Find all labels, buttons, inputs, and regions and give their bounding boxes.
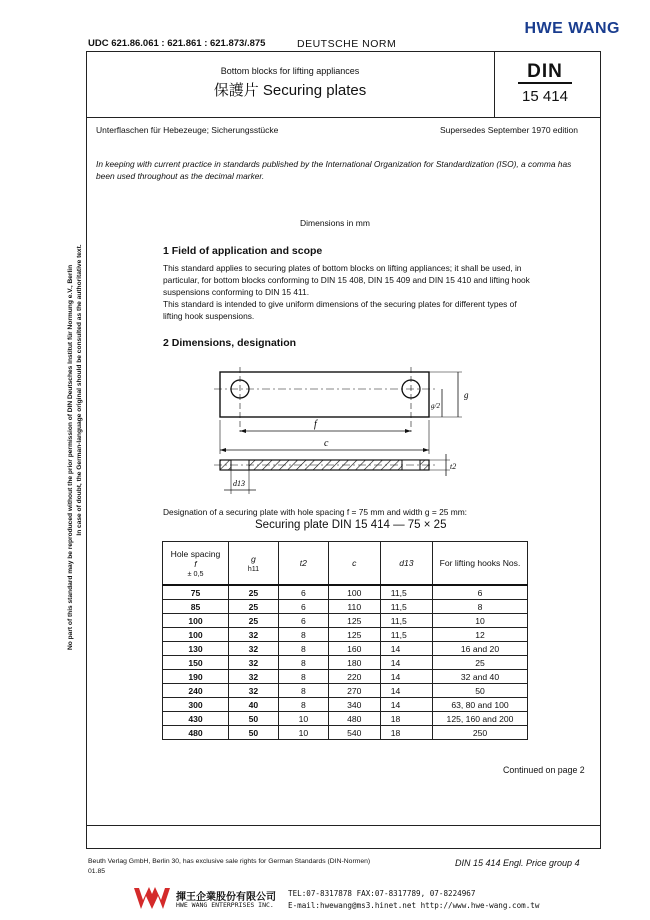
table-row [163,684,528,698]
table-cell: 50 [433,684,528,698]
table-cell: 8 [278,684,328,698]
dimensions-table [162,541,528,740]
table-cell: 480 [163,726,229,740]
company-name-en: HWE WANG ENTERPRISES INC. [176,901,274,909]
table-cell: 130 [163,642,229,656]
table-cell: 75 [163,585,229,600]
company-contact-web: E-mail:hwewang@ms3.hinet.net http://www.hwe-wang.com.tw [288,901,540,910]
footer-publisher: Beuth Verlag GmbH, Berlin 30, has exclusive sale rights for German Standards (DIN-Normen) [88,858,371,865]
table-cell: 6 [278,600,328,614]
section1-heading: 1 Field of application and scope [163,245,323,257]
table-cell: 50 [228,726,278,740]
table-cell: 10 [278,712,328,726]
footer-reference: DIN 15 414 Engl. Price group 4 [455,858,580,868]
table-cell: 14 [380,642,432,656]
supersedes-note: Supersedes September 1970 edition [440,125,578,135]
table-row [163,726,528,740]
table-cell: 8 [278,642,328,656]
table-cell: 32 [228,684,278,698]
norm-type: DEUTSCHE NORM [297,38,397,50]
label-g: g [464,390,469,400]
table-cell: 32 [228,670,278,684]
table-cell: 8 [278,698,328,712]
table-cell: 100 [163,628,229,642]
label-c: c [324,438,329,449]
table-cell: 11,5 [380,614,432,628]
table-cell: 125 [328,628,380,642]
table-cell: 6 [433,585,528,600]
table-cell: 18 [380,712,432,726]
table-cell: 40 [228,698,278,712]
table-row [163,642,528,656]
table-cell: 100 [163,614,229,628]
table-cell: 25 [228,585,278,600]
table-row [163,670,528,684]
plate-top-view [220,372,429,417]
table-cell: 300 [163,698,229,712]
table-cell: 540 [328,726,380,740]
table-cell: 12 [433,628,528,642]
table-cell: 10 [278,726,328,740]
table-row [163,585,528,600]
header-hole-spacing: Hole spacing f ± 0,5 [163,542,229,586]
designation-text: Designation of a securing plate with hole spacing f = 75 mm and width g = 25 mm: [163,507,467,517]
table-row [163,698,528,712]
table-cell: 250 [433,726,528,740]
dimensions-note: Dimensions in mm [300,218,370,228]
header-t2: t2 [278,542,328,586]
table-cell: 190 [163,670,229,684]
table-cell: 14 [380,684,432,698]
table-cell: 8 [278,656,328,670]
table-cell: 480 [328,712,380,726]
table-cell: 240 [163,684,229,698]
table-cell: 85 [163,600,229,614]
header-divider [494,51,495,117]
page-title: 保護片 Securing plates [213,82,367,99]
table-cell: 25 [433,656,528,670]
header-hooks: For lifting hooks Nos. [433,542,528,586]
section2-heading: 2 Dimensions, designation [163,337,297,349]
table-cell: 25 [228,600,278,614]
table-cell: 32 and 40 [433,670,528,684]
table-cell: 10 [433,614,528,628]
table-cell: 18 [380,726,432,740]
table-cell: 160 [328,642,380,656]
german-title: Unterflaschen für Hebezeuge; Sicherungsstücke [96,125,279,135]
table-row [163,600,528,614]
table-cell: 6 [278,585,328,600]
table-cell: 14 [380,670,432,684]
designation-example: Securing plate DIN 15 414 — 75 × 25 [255,519,447,531]
table-cell: 32 [228,628,278,642]
din-number: 15 414 [522,88,568,105]
table-cell: 125 [328,614,380,628]
brand-name: HWE WANG [524,20,620,37]
company-name-cn: 揮王企業股份有限公司 [176,892,276,903]
table-cell: 8 [278,628,328,642]
company-contact-phone: TEL:07-8317878 FAX:07-8317789, 07-8224967 [288,889,476,898]
footer-date: 01.85 [88,868,106,875]
table-header-row [163,542,528,586]
header-d13: d13 [380,542,432,586]
table-cell: 16 and 20 [433,642,528,656]
table-cell: 100 [328,585,380,600]
table-cell: 6 [278,614,328,628]
din-logo: DIN [518,62,572,84]
header-subtitle: Bottom blocks for lifting appliances [220,66,360,76]
section1-para1: This standard applies to securing plates of bottom blocks on lifting appliances; it shall be used, in particular, for bottom blocks conforming to DIN 15 408, DIN 15 409 and DIN 15 410 and lifting hook suspensions conforming to DIN 15 411. [163,263,530,297]
table-cell: 14 [380,656,432,670]
table-cell: 14 [380,698,432,712]
table-cell: 11,5 [380,628,432,642]
table-cell: 430 [163,712,229,726]
table-cell: 50 [228,712,278,726]
side-note-1: No part of this standard may be reproduced without the prior permission of DIN Deutsches Institut für Normung e.V., Berlin [67,264,74,650]
company-logo-icon [132,885,172,913]
table-cell: 25 [228,614,278,628]
continued-note: Continued on page 2 [503,765,585,775]
udc-code: UDC 621.86.061 : 621.861 : 621.873/.875 [88,38,266,49]
table-cell: 32 [228,656,278,670]
table-cell: 11,5 [380,600,432,614]
header-bottom-line [86,117,601,118]
label-f: f [314,419,317,430]
section1-para2: This standard is intended to give uniform dimensions of the securing plates for different types of lifting hook suspensions. [163,299,517,321]
table-cell: 8 [433,600,528,614]
label-t2: t2 [450,462,457,471]
table-cell: 270 [328,684,380,698]
table-row [163,614,528,628]
table-cell: 125, 160 and 200 [433,712,528,726]
plate-drawing [200,362,490,502]
table-row [163,712,528,726]
table-cell: 110 [328,600,380,614]
table-cell: 220 [328,670,380,684]
table-cell: 8 [278,670,328,684]
table-cell: 63, 80 and 100 [433,698,528,712]
table-row [163,656,528,670]
table-cell: 180 [328,656,380,670]
frame-bottom-line [86,825,601,826]
table-cell: 150 [163,656,229,670]
table-cell: 32 [228,642,278,656]
header-g: g h11 [228,542,278,586]
header-c: c [328,542,380,586]
table-row [163,628,528,642]
label-g2: g/2 [431,402,440,410]
label-d13: d13 [233,479,245,488]
iso-note: In keeping with current practice in standards published by the International Organization for Standardization (ISO), a comma has been used throughout as the decimal marker. [96,159,572,181]
table-cell: 11,5 [380,585,432,600]
side-note-2: In case of doubt, the German-language original should be consulted as the authoritative text. [75,244,83,536]
table-cell: 340 [328,698,380,712]
